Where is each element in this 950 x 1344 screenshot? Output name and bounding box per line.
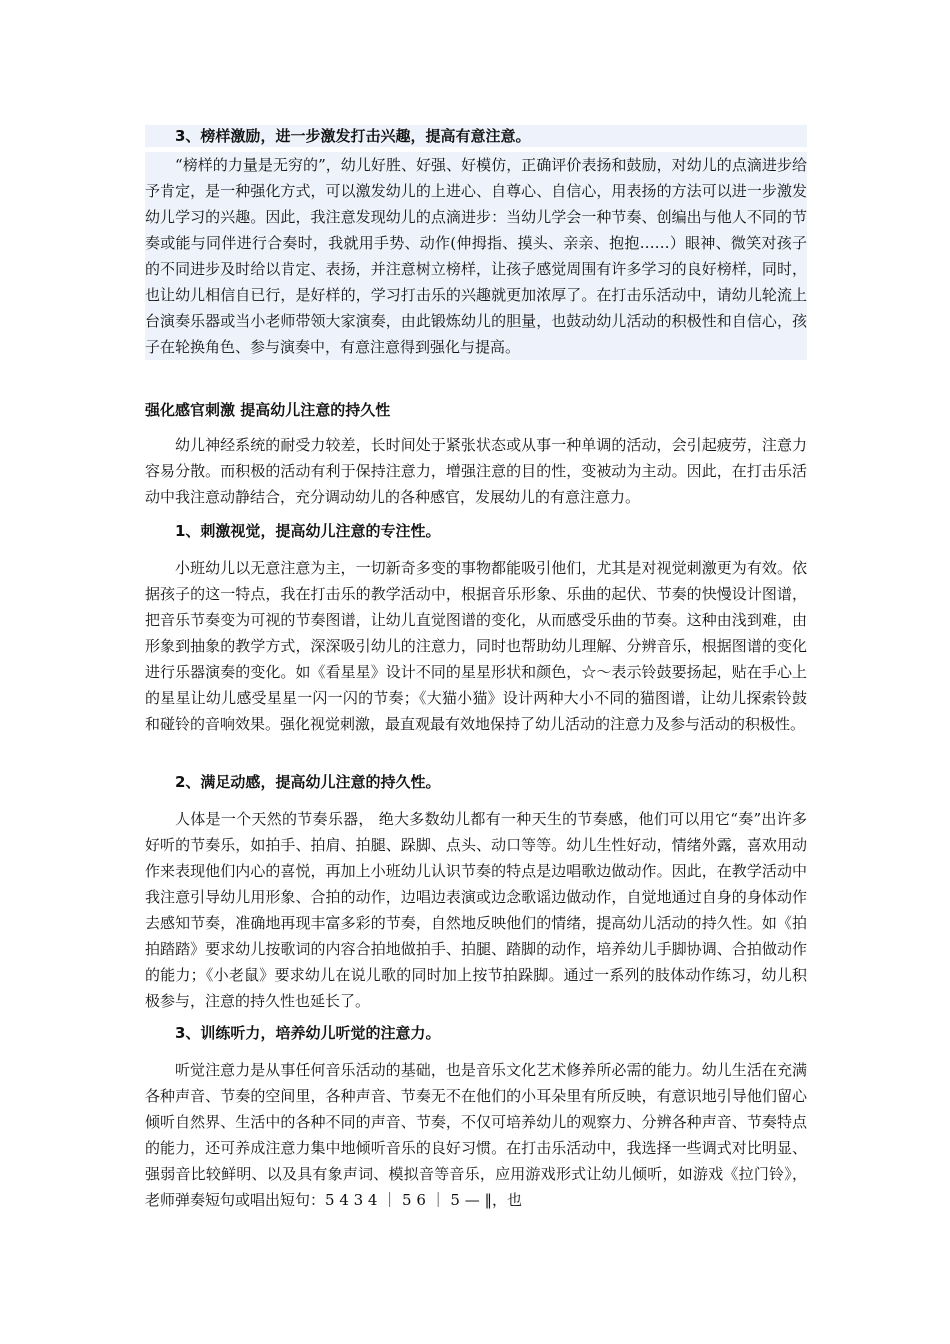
section2-heading: 强化感官刺激 提高幼儿注意的持久性 <box>145 401 391 419</box>
section2-intro: 幼儿神经系统的耐受力较差，长时间处于紧张状态或从事一种单调的活动，会引起疲劳，注意力容易分散。而积极的活动有利于保持注意力，增强注意的目的性，变被动为主动。因此，在打击乐活动中我注意动静结合，充分调动幼儿的各种感官，发展幼儿的有意注意力。 <box>145 436 807 506</box>
item2-heading: 2、满足动感，提高幼儿注意的持久性。 <box>175 773 441 791</box>
section1-paragraph: “榜样的力量是无穷的”，幼儿好胜、好强、好模仿，正确评价表扬和鼓励，对幼儿的点滴进步给予肯定，是一种强化方式，可以激发幼儿的上进心、自尊心、自信心，用表扬的方法可以进一步激发幼儿学习的兴趣。因此，我注意发现幼儿的点滴进步：当幼儿学会一种节奏、创编出与他人不同的节奏或能与同伴进行合奏时，我就用手势、动作(伸拇指、摸头、亲亲、抱抱……）眼神、微笑对孩子的不同进步及时给以肯定、表扬，并注意树立榜样，让孩子感觉周围有许多学习的良好榜样，同时，也让幼儿相信自已行，是好样的，学习打击乐的兴趣就更加浓厚了。在打击乐活动中，请幼儿轮流上台演奏乐器或当小老师带领大家演奏，由此锻炼幼儿的胆量，也鼓动幼儿活动的积极性和自信心，孩子在轮换角色、参与演奏中，有意注意得到强化与提高。 <box>145 152 807 360</box>
item1-paragraph: 小班幼儿以无意注意为主，一切新奇多变的事物都能吸引他们，尤其是对视觉刺激更为有效。依据孩子的这一特点，我在打击乐的教学活动中，根据音乐形象、乐曲的起伏、节奏的快慢设计图谱，把音乐节奏变为可视的节奏图谱，让幼儿直觉图谱的变化，从而感受乐曲的节奏。这种由浅到难，由形象到抽象的教学方式，深深吸引幼儿的注意力，同时也帮助幼儿理解、分辨音乐，根据图谱的变化进行乐器演奏的变化。如《看星星》设计不同的星星形状和颜色，☆～表示铃鼓要扬起，贴在手心上的星星让幼儿感受星星一闪一闪的节奏；《大猫小猫》设计两种大小不同的猫图谱，让幼儿探索铃鼓和碰铃的音响效果。强化视觉刺激，最直观最有效地保持了幼儿活动的注意力及参与活动的积极性。 <box>145 559 807 733</box>
item2-paragraph: 人体是一个天然的节奏乐器， 绝大多数幼儿都有一种天生的节奏感，他们可以用它“奏”出许多好听的节奏乐，如拍手、拍肩、拍腿、跺脚、点头、动口等等。幼儿生性好动，情绪外露，喜欢用动作来表现他们内心的喜悦，再加上小班幼儿认识节奏的特点是边唱歌边做动作。因此，在教学活动中我注意引导幼儿用形象、合拍的动作，边唱边表演或边念歌谣边做动作，自觉地通过自身的身体动作去感知节奏，准确地再现丰富多彩的节奏，自然地反映他们的情绪，提高幼儿活动的持久性。如《拍拍踏踏》要求幼儿按歌词的内容合拍地做拍手、拍腿、踏脚的动作，培养幼儿手脚协调、合拍做动作的能力；《小老鼠》要求幼儿在说儿歌的同时加上按节拍跺脚。通过一系列的肢体动作练习，幼儿积极参与，注意的持久性也延长了。 <box>145 810 807 1010</box>
item3-paragraph: 听觉注意力是从事任何音乐活动的基础，也是音乐文化艺术修养所必需的能力。幼儿生活在充满各种声音、节奏的空间里，各种声音、节奏无不在他们的小耳朵里有所反映，有意识地引导他们留心倾听自然界、生活中的各种不同的声音、节奏，不仅可培养幼儿的观察力、分辨各种声音、节奏特点的能力，还可养成注意力集中地倾听音乐的良好习惯。在打击乐活动中，我选择一些调式对比明显、强弱音比较鲜明、以及具有象声词、模拟音等音乐，应用游戏形式让幼儿倾听，如游戏《拉门铃》，老师弹奏短句或唱出短句：5 4 3 4 ｜ 5 6 ｜ 5 — ‖，也 <box>145 1061 807 1209</box>
item3-heading: 3、训练听力，培养幼儿听觉的注意力。 <box>175 1024 441 1042</box>
section1-heading: 3、榜样激励，进一步激发打击兴趣，提高有意注意。 <box>145 125 807 147</box>
item1-heading: 1、刺激视觉，提高幼儿注意的专注性。 <box>175 522 441 540</box>
